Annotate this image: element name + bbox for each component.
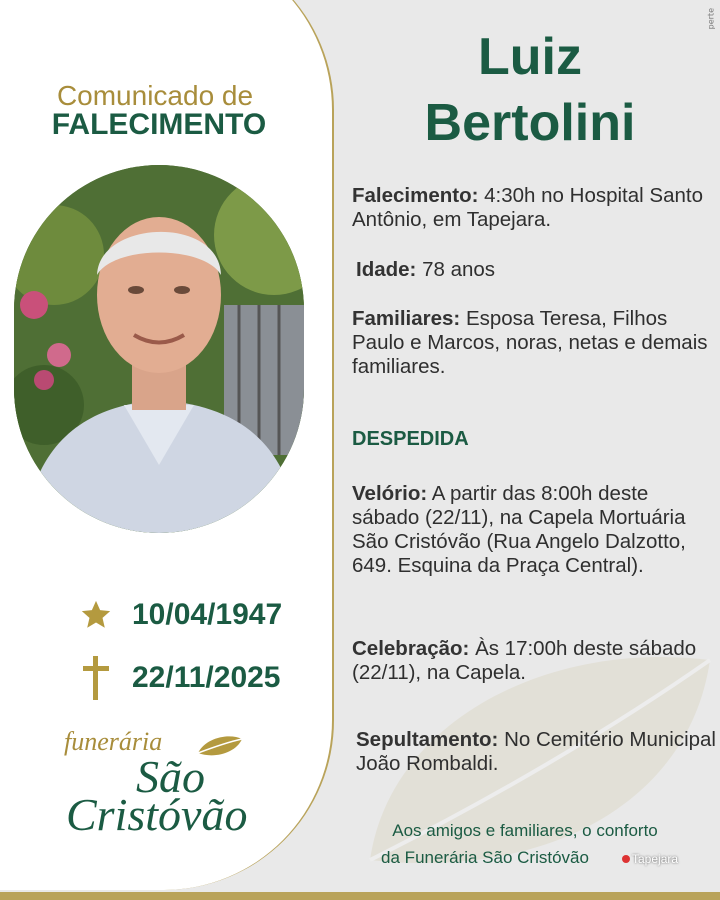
watermark-dot-icon <box>622 855 630 863</box>
info-familiares <box>352 307 720 379</box>
logo-cristovao: Cristóvão <box>66 789 248 840</box>
info-celebracao <box>352 637 720 685</box>
familiares-text: Esposa Teresa, Filhos Paulo e Marcos, noras, netas e demais familiares. <box>352 307 708 378</box>
idade-label: Idade: <box>356 258 417 281</box>
idade-text: 78 anos <box>422 258 496 281</box>
death-date-row <box>78 660 281 696</box>
logo-funeraria: funerária <box>64 727 163 756</box>
deceased-first-name: Luiz <box>478 28 582 86</box>
footer-line2: da Funerária São Cristóvão <box>381 848 589 867</box>
info-falecimento <box>352 184 720 232</box>
watermark-text: Tapejara <box>632 852 679 866</box>
watermark <box>622 852 678 866</box>
sepultamento-label: Sepultamento: <box>356 728 499 751</box>
velorio-label: Velório: <box>352 482 428 505</box>
info-velorio <box>352 482 720 578</box>
info-sepultamento <box>356 728 720 776</box>
heading-comunicado: Comunicado de <box>56 80 254 111</box>
portrait-photo <box>14 165 304 533</box>
bottom-gold-bar <box>0 892 720 900</box>
velorio-text: A partir das 8:00h deste sábado (22/11), na Capela Mortuária São Cristóvão (Rua Angelo Dalzotto, 649. Esquina da Praça Central). <box>352 482 686 577</box>
falecimento-label: Falecimento: <box>352 184 479 207</box>
familiares-label: Familiares: <box>352 307 461 330</box>
heading-falecimento: FALECIMENTO <box>51 108 267 141</box>
info-idade <box>356 258 720 282</box>
despedida-heading: DESPEDIDA <box>352 428 469 450</box>
deceased-last-name: Bertolini <box>424 94 636 152</box>
footer-line1: Aos amigos e familiares, o conforto <box>392 821 658 840</box>
birth-date-row <box>78 597 282 633</box>
birth-date: 10/04/1947 <box>132 598 283 631</box>
photo-credit: perte <box>706 8 715 30</box>
celebracao-text: Às 17:00h deste sábado (22/11), na Capela. <box>352 637 697 684</box>
falecimento-text: 4:30h no Hospital Santo Antônio, em Tapejara. <box>352 184 703 231</box>
logo-sao: São <box>136 751 205 802</box>
star-icon <box>78 597 114 633</box>
sepultamento-text: No Cemitério Municipal João Rombaldi. <box>356 728 716 775</box>
cross-icon <box>78 660 114 696</box>
death-date: 22/11/2025 <box>132 661 281 694</box>
celebracao-label: Celebração: <box>352 637 470 660</box>
